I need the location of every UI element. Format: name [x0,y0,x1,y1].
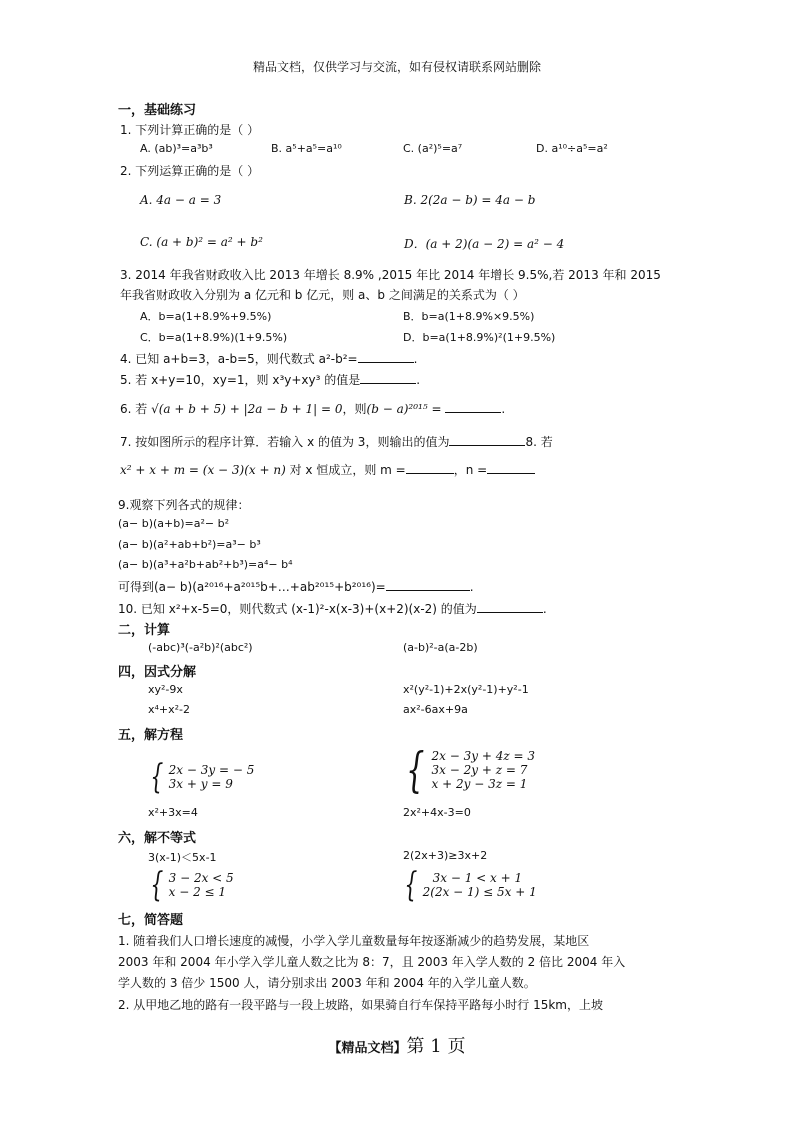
q3-option-b: B．b=a(1+8.9%×9.5%) [403,310,535,323]
word-problem-2: 2. 从甲地乙地的路有一段平路与一段上坡路，如果骑自行车保持平路每小时行 15km，上坡 [118,998,603,1012]
compute-2: (a-b)²-a(a-2b) [403,641,478,654]
brace-icon: { [404,865,418,905]
eq1-line1: 2x − 3y = − 5 [168,763,255,777]
question-7: 7. 按如图所示的程序计算．若输入 x 的值为 3，则输出的值为 [120,435,450,449]
footer-tag: 【精品文档】 [328,1041,407,1056]
eq1-line2: 3x + y = 9 [168,777,233,791]
word-problem-1-line2: 2003 年和 2004 年小学入学儿童人数之比为 8：7，且 2003 年入学人数的 2 倍比 2004 年入 [118,955,626,969]
q8-n-blank[interactable] [487,461,535,474]
q2-option-a: A. 4a − a = 3 [140,193,222,207]
question-10: 10. 已知 x²+x-5=0，则代数式 (x-1)²-x(x-3)+(x+2)(x-2) 的值为 [118,602,477,616]
factor-4: ax²-6ax+9a [403,703,468,716]
q9-pattern-2: (a− b)(a²+ab+b²)=a³− b³ [118,538,261,551]
compute-1: (-abc)³(-a²b)²(abc²) [148,641,253,654]
q6-expression: √(a + b + 5) + |2a − b + 1| = 0 [151,402,343,416]
q4-answer-blank[interactable] [358,350,414,363]
section-title-word-problems: 七，简答题 [118,913,184,928]
q8-expression: x² + x + m = (x − 3)(x + n) [120,463,286,477]
q3-option-a: A．b=a(1+8.9%+9.5%) [140,310,272,323]
q8-text: 对 x 恒成立，则 m = [289,463,406,477]
q5-answer-blank[interactable] [360,371,416,384]
equation-system-1 [146,757,255,797]
q1-option-c: C. (a²)⁵=a⁷ [403,142,463,155]
section-title-compute: 二，计算 [118,623,171,638]
section-title-equations: 五，解方程 [118,728,184,743]
section-title-factor: 四，因式分解 [118,665,197,680]
brace-icon: { [150,865,164,905]
factor-3: x⁴+x²-2 [148,703,191,716]
equation-3: x²+3x=4 [148,806,198,819]
q2-option-d: D．(a + 2)(a − 2) = a² − 4 [404,237,565,251]
question-5: 5. 若 x+y=10，xy=1，则 x³y+xy³ 的值是 [120,373,361,387]
question-9-title: 9.观察下列各式的规律： [118,498,250,512]
q9-pattern-1: (a− b)(a+b)=a²− b² [118,517,230,530]
eq2-line1: 2x − 3y + 4z = 3 [431,749,536,763]
q1-option-b: B. a⁵+a⁵=a¹⁰ [271,142,342,155]
inequality-system-2 [400,865,537,905]
q1-option-d: D. a¹⁰÷a⁵=a² [536,142,608,155]
q6-then: ，则 [342,402,367,416]
page-number: 第 1 页 [406,1036,466,1057]
q8-n-label: ，n = [453,463,488,477]
ineq1-line1: 3 − 2x < 5 [168,871,234,885]
q10-answer-blank[interactable] [477,600,543,613]
question-6-label: 6. 若 [120,402,148,416]
inequality-2: 2(2x+3)≥3x+2 [403,849,488,862]
q3-option-d: D．b=a(1+8.9%)²(1+9.5%) [403,331,556,344]
inequality-system-1 [146,865,234,905]
word-problem-1-line3: 学人数的 3 倍少 1500 人，请分别求出 2003 年和 2004 年的入学儿童人数。 [118,976,536,990]
equation-system-2 [400,742,536,798]
question-3-line2: 年我省财政收入分别为 a 亿元和 b 亿元，则 a、b 之间满足的关系式为（ ） [120,288,525,302]
question-1: 1. 下列计算正确的是（ ） [120,123,260,137]
ineq1-line2: x − 2 ≤ 1 [168,885,227,899]
page-header: 精品文档，仅供学习与交流，如有侵权请联系网站删除 [252,60,541,74]
eq2-line2: 3x − 2y + z = 7 [431,763,528,777]
q2-option-b: B. 2(2a − b) = 4a − b [404,193,536,207]
word-problem-1-line1: 1. 随着我们人口增长速度的减慢，小学入学儿童数量每年按逐渐减少的趋势发展，某地区 [118,934,590,948]
factor-2: x²(y²-1)+2x(y²-1)+y²-1 [403,683,529,696]
ineq2-line1: 3x − 1 < x + 1 [432,871,523,885]
q7-answer-blank[interactable] [449,433,525,446]
ineq2-line2: 2(2x − 1) ≤ 5x + 1 [422,885,537,899]
q2-option-c: C. (a + b)² = a² + b² [140,235,263,249]
equation-4: 2x²+4x-3=0 [403,806,471,819]
question-3-line1: 3. 2014 年我省财政收入比 2013 年增长 8.9% ,2015 年比 2014 年增长 9.5%,若 2013 年和 2015 [120,268,661,282]
q3-option-c: C．b=a(1+8.9%)(1+9.5%) [140,331,288,344]
q6-result: (b − a)²⁰¹⁵ = [366,402,442,416]
section-title-basic: 一，基础练习 [118,103,197,118]
inequality-1: 3(x-1)＜5x-1 [148,851,217,864]
q1-option-a: A. (ab)³=a³b³ [140,142,213,155]
brace-icon: { [406,742,425,798]
question-4: 4. 已知 a+b=3，a-b=5，则代数式 a²-b²= [120,352,358,366]
question-2: 2. 下列运算正确的是（ ） [120,164,260,178]
question-8-label: 8. 若 [525,435,553,449]
q9-pattern-3: (a− b)(a³+a²b+ab²+b³)=a⁴− b⁴ [118,558,293,571]
section-title-inequalities: 六，解不等式 [118,831,197,846]
q9-conclusion: 可得到(a− b)(a²⁰¹⁶+a²⁰¹⁵b+…+ab²⁰¹⁵+b²⁰¹⁶)= [118,580,386,594]
q6-answer-blank[interactable] [445,400,501,413]
q9-answer-blank[interactable] [386,578,470,591]
eq2-line3: x + 2y − 3z = 1 [431,777,528,791]
q8-m-blank[interactable] [406,461,454,474]
brace-icon: { [150,757,164,797]
factor-1: xy²-9x [148,683,183,696]
page-footer [0,1032,794,1058]
